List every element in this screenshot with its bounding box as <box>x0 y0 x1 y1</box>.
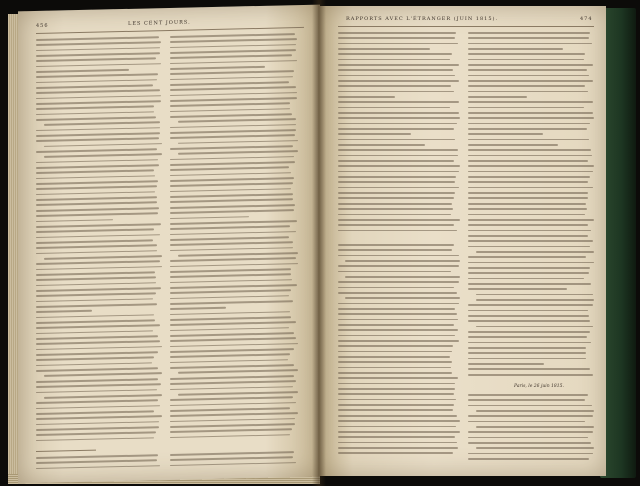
text-line <box>338 228 460 233</box>
left-footnote-1 <box>36 452 162 475</box>
right-text-column-1 <box>338 30 460 238</box>
text-line <box>468 372 594 377</box>
right-text-column-2 <box>468 30 594 380</box>
right-header-rule <box>338 26 594 27</box>
left-footnote-rule <box>36 450 96 452</box>
left-text-column-2 <box>170 31 298 444</box>
right-page <box>318 6 606 476</box>
left-text-column-1 <box>36 34 162 447</box>
text-line <box>468 456 594 461</box>
left-page-number: 456 <box>36 22 49 30</box>
left-footnote-2 <box>170 449 298 472</box>
left-running-head: LES CENT JOURS. <box>128 19 191 27</box>
text-line <box>338 450 460 455</box>
right-section-heading: Paris, le 26 juin 1815. <box>514 384 564 389</box>
left-page <box>18 5 320 484</box>
right-page-number: 474 <box>580 16 593 22</box>
right-running-head: RAPPORTS AVEC L'ÉTRANGER (JUIN 1815). <box>346 16 499 22</box>
book-gutter-shadow <box>312 0 326 486</box>
right-text-column-1-lower <box>338 242 460 460</box>
right-text-column-2-lower <box>468 392 594 464</box>
